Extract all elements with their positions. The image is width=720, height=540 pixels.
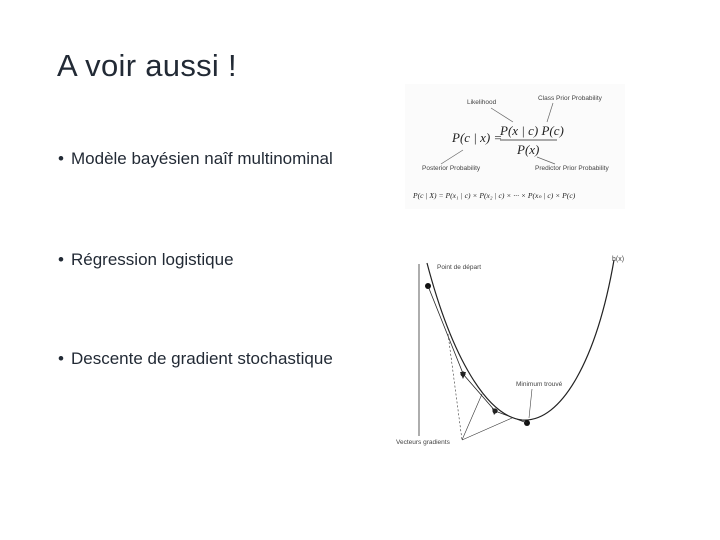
bullet-item <box>58 250 234 270</box>
bullet-symbol: • <box>58 250 64 269</box>
bullet-item <box>58 149 333 169</box>
function-label: h(x) <box>612 256 625 263</box>
bullet-text: Modèle bayésien naîf multinominal <box>71 149 333 168</box>
gradient-vectors-label: Vecteurs gradients <box>396 439 450 446</box>
start-point-label: Point de départ <box>437 264 482 271</box>
gradient-step <box>495 411 527 423</box>
arrow-head <box>460 372 466 379</box>
slide-title: A voir aussi ! <box>57 48 237 83</box>
gradient-descent-figure <box>392 248 638 448</box>
class-prior-label: Class Prior Probability <box>538 95 602 102</box>
bullet-item <box>58 349 333 369</box>
bullet-symbol: • <box>58 149 64 168</box>
gradient-vector <box>462 418 512 440</box>
cost-curve <box>427 260 614 420</box>
gradient-step <box>428 286 464 376</box>
formula-numerator: P(x | c) P(c) <box>500 123 564 138</box>
bullet-text: Descente de gradient stochastique <box>71 349 333 368</box>
minimum-pointer <box>529 389 532 418</box>
gradient-vector <box>462 394 482 440</box>
likelihood-label: Likelihood <box>467 99 497 106</box>
formula-expansion: P(c | X) = P(x₁ | c) × P(x₂ | c) × ··· × P(xₙ | c) × P(c) <box>413 191 576 200</box>
bayes-formula-figure <box>405 84 625 209</box>
formula-denominator: P(x) <box>517 142 540 157</box>
bullet-symbol: • <box>58 349 64 368</box>
predictor-prior-label: Predictor Prior Probability <box>535 165 609 172</box>
posterior-label: Posterior Probability <box>422 165 481 172</box>
gradient-vector <box>448 334 462 440</box>
minimum-label: Minimum trouvé <box>516 381 563 388</box>
bullet-text: Régression logistique <box>71 250 234 269</box>
gradient-step <box>463 374 496 412</box>
formula-lhs: P(c | x) = <box>452 130 503 145</box>
